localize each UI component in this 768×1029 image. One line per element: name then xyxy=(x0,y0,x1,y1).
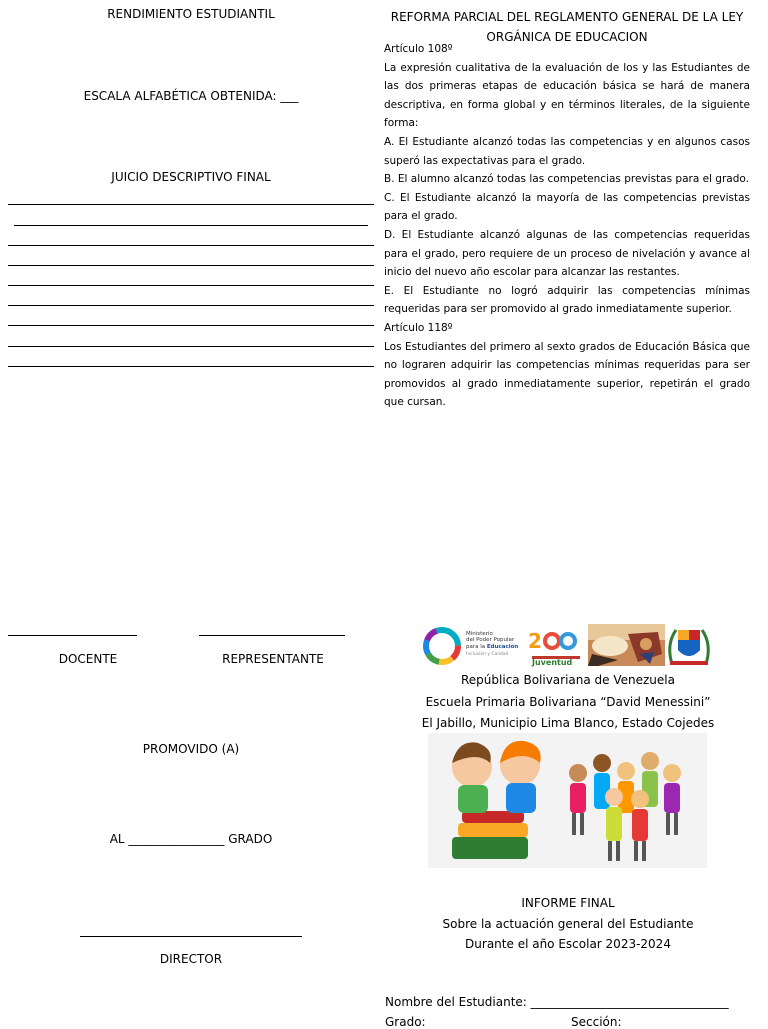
juventud-logo-icon xyxy=(526,624,586,668)
writing-line[interactable] xyxy=(8,325,374,326)
al-grado-field[interactable]: AL ________________ GRADO xyxy=(109,832,273,846)
representante-label: REPRESENTANTE xyxy=(222,652,324,666)
cojedes-coat-of-arms xyxy=(666,624,712,668)
coat-of-arms-icon xyxy=(666,624,712,668)
scale-a: A. El Estudiante alcanzó todas las competencias y en algunos casos superó las expectativas para el grado. xyxy=(384,135,750,167)
docente-label: DOCENTE xyxy=(58,652,118,666)
scale-d: D. El Estudiante alcanzó algunas de las competencias requeridas para el grado, pero requiere de un proceso de nivelación y avance al inicio del nuevo año escolar para alcanzar las restantes. xyxy=(384,228,750,279)
director-signature-line[interactable] xyxy=(80,936,302,937)
ministerio-logo-text: Ministerio del Poder Popular para la Educación Inclusión y Calidad xyxy=(466,631,519,657)
informe-title-block xyxy=(388,893,748,955)
scale-e: E. El Estudiante no logró adquirir las competencias mínimas requeridas para ser promovido al grado inmediatamente superior. xyxy=(384,284,750,316)
batalla-painting-icon xyxy=(588,624,665,666)
informe-subtitle: Sobre la actuación general del Estudiante xyxy=(442,916,694,931)
promovido-label: PROMOVIDO (A) xyxy=(142,742,240,756)
informe-school-year: Durante el año Escolar 2023-2024 xyxy=(465,937,671,951)
seccion-field[interactable]: Sección: xyxy=(571,1015,622,1029)
representante-signature-line[interactable] xyxy=(199,635,345,636)
writing-line[interactable] xyxy=(8,366,374,367)
juicio-title: JUICIO DESCRIPTIVO FINAL xyxy=(111,170,271,184)
informe-title: INFORME FINAL xyxy=(521,896,615,910)
grado-field[interactable]: Grado: xyxy=(385,1015,426,1029)
article-118-heading: Artículo 118º xyxy=(384,321,453,334)
escala-label: ESCALA ALFABÉTICA OBTENIDA: ___ xyxy=(83,89,299,103)
rendimiento-title: RENDIMIENTO ESTUDIANTIL xyxy=(107,7,275,21)
reforma-title-line2: ORGÁNICA DE EDUCACION xyxy=(486,30,648,44)
escuela-line: Escuela Primaria Bolivariana “David Menessini” xyxy=(425,694,711,709)
scale-b: B. El alumno alcanzó todas las competencias previstas para el grado. xyxy=(384,173,749,186)
student-name-field[interactable]: Nombre del Estudiante: _________________________________ xyxy=(385,995,729,1009)
writing-line[interactable] xyxy=(8,204,374,205)
writing-line[interactable] xyxy=(8,346,374,347)
scale-c: C. El Estudiante alcanzó la mayoría de las competencias previstas para el grado. xyxy=(384,191,750,223)
batalla-image xyxy=(588,624,665,668)
writing-line[interactable] xyxy=(8,245,374,246)
ministerio-logo xyxy=(422,624,526,668)
writing-line[interactable] xyxy=(8,265,374,266)
reforma-title-line1: REFORMA PARCIAL DEL REGLAMENTO GENERAL DE LA LEY xyxy=(390,10,744,24)
svg-text:Juventud: Juventud xyxy=(532,658,573,667)
writing-line[interactable] xyxy=(8,305,374,306)
article-108-text: La expresión cualitativa de la evaluación de los y las Estudiantes de las dos primeras etapas de educación básica se hará de manera descriptiva, en forma global y en términos literales, de la siguiente forma: xyxy=(384,61,750,130)
children-books-icon xyxy=(428,733,707,868)
juventud-logo xyxy=(526,624,586,668)
reforma-articles xyxy=(384,40,750,412)
school-header xyxy=(388,670,748,735)
writing-line[interactable] xyxy=(8,285,374,286)
docente-signature-line[interactable] xyxy=(8,635,137,636)
director-label: DIRECTOR xyxy=(159,952,223,966)
children-illustration xyxy=(428,733,707,868)
writing-line[interactable] xyxy=(14,225,368,226)
svg-text:2: 2 xyxy=(528,629,542,653)
republica-line: República Bolivariana de Venezuela xyxy=(461,673,675,687)
article-108-heading: Artículo 108º xyxy=(384,43,453,55)
article-118-text: Los Estudiantes del primero al sexto grados de Educación Básica que no lograren adquirir las competencias mínimas requeridas para ser promovidos al grado inmediatamente superior, repetirán el grado que cursan. xyxy=(384,340,750,409)
ubicacion-line: El Jabillo, Municipio Lima Blanco, Estado Cojedes xyxy=(421,716,715,730)
